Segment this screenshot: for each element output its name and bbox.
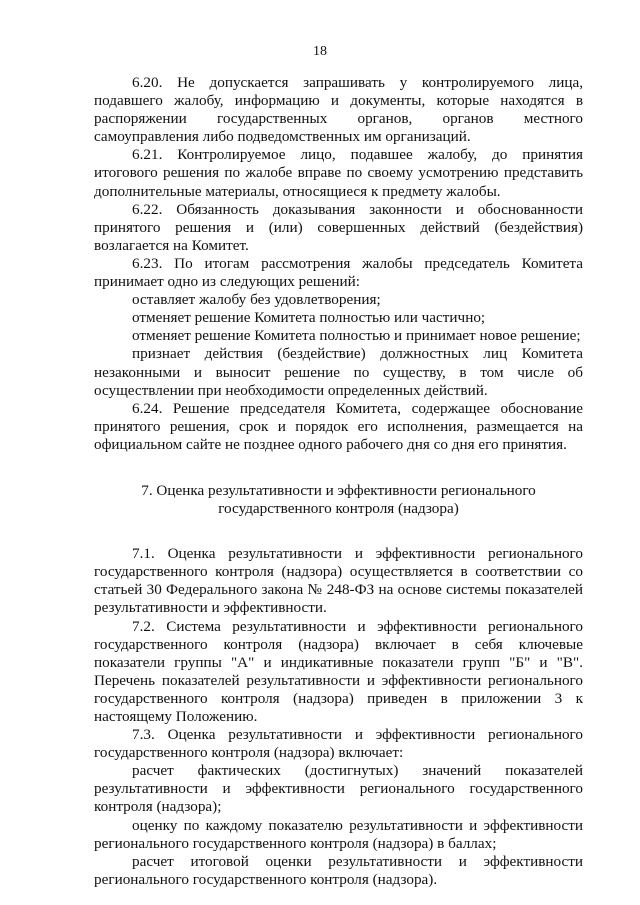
page-number: 18 [313,44,327,59]
paragraph-6-24: 6.24. Решение председателя Комитета, содержащее обоснование принятого решения, срок и порядок его исполнения, размещается на официальном сайте не позднее одного рабочего дня со дня его принятия. [94,399,583,453]
decision-item: отменяет решение Комитета полностью и принимает новое решение; [132,327,581,345]
paragraph-7-1: 7.1. Оценка результативности и эффективности регионального государственного контроля (надзора) осуществляется в соответствии со статьей 30 Федерального закона № 248-ФЗ на основе системы показателей результативности и эффективности. [94,545,583,617]
paragraph-6-20: 6.20. Не допускается запрашивать у контролируемого лица, подавшего жалобу, информацию и документы, которые находятся в распоряжении государственных органов, органов местного самоуправления либо подведомственных им организаций. [94,74,583,146]
paragraph-6-23: 6.23. По итогам рассмотрения жалобы председатель Комитета принимает одно из следующих решений: [94,254,583,291]
paragraph-7-2: 7.2. Система результативности и эффективности регионального государственного контроля (надзора) включает в себя ключевые показатели группы "А" и индикативные показатели групп "Б" и "В". Перечень показателей результативности и эффективности регионального государственного контроля (надзора) приведен в приложении 3 к настоящему Положению. [94,617,583,725]
decision-item: оставляет жалобу без удовлетворения; [132,291,381,309]
evaluation-item: расчет фактических (достигнутых) значений показателей результативности и эффективности регионального государственного контроля (надзора); [94,762,583,816]
decision-item: отменяет решение Комитета полностью или частично; [132,309,486,327]
section-spacer [94,518,583,545]
paragraph-6-22: 6.22. Обязанность доказывания законности и обоснованности принятого решения и (или) совершенных действий (бездействия) возлагается на Комитет. [94,200,583,254]
evaluation-item: расчет итоговой оценки результативности и эффективности регионального государственного контроля (надзора). [94,852,583,888]
decision-item: признает действия (бездействие) должностных лиц Комитета незаконными и выносит решение по существу, в том числе об осуществлении при необходимости определенных действий. [94,345,583,399]
section-7-title: 7. Оценка результативности и эффективности регионального государственного контроля (надзора) [141,481,536,518]
paragraph-6-21: 6.21. Контролируемое лицо, подавшее жалобу, до принятия итогового решения по жалобе вправе по своему усмотрению представить дополнительные материалы, относящиеся к предмету жалобы. [94,146,583,200]
paragraph-7-3: 7.3. Оценка результативности и эффективности регионального государственного контроля (надзора) включает: [94,726,583,762]
document-body [94,74,583,889]
evaluation-item: оценку по каждому показателю результативности и эффективности регионального государственного контроля (надзора) в баллах; [94,816,583,852]
